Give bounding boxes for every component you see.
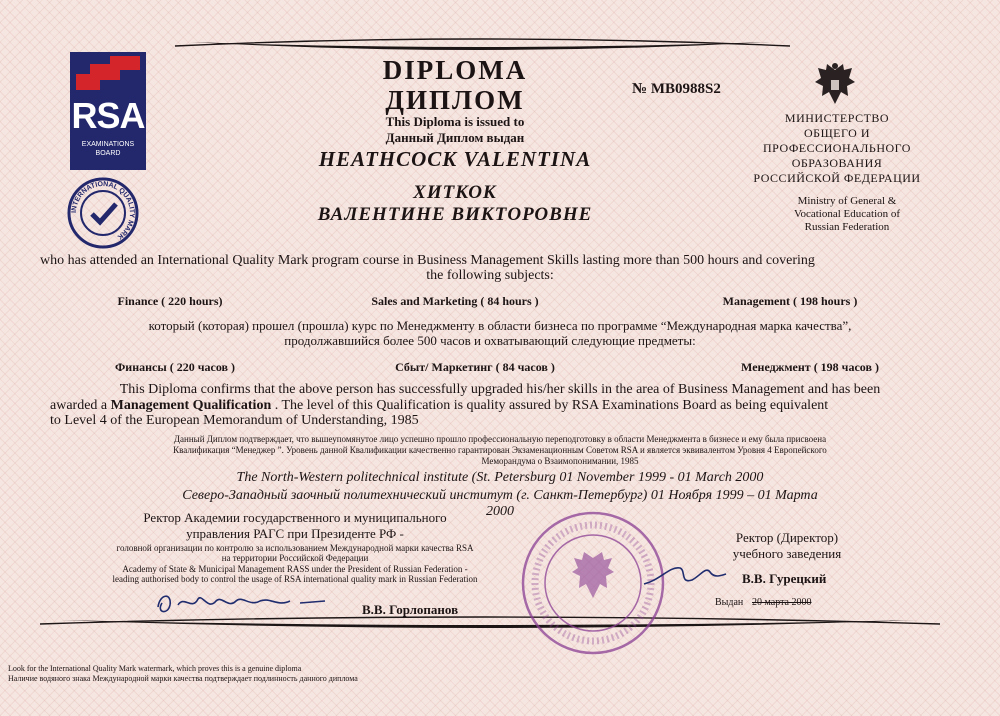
rsa-logo bbox=[70, 52, 146, 170]
confirm-en-line2-pre: awarded a bbox=[50, 398, 111, 413]
confirm-en-line1: This Diploma confirms that the above person has successfully upgraded his/her skills in the area of Business Management and has been bbox=[119, 382, 881, 397]
subject-ru-management: Менеджмент ( 198 часов ) bbox=[741, 360, 879, 374]
subject-en-management: Management ( 198 hours ) bbox=[722, 294, 858, 308]
title-ru: ДИПЛОМ bbox=[385, 85, 525, 115]
rsa-flag-icon bbox=[70, 52, 146, 96]
subject-ru-finance: Финансы ( 220 часов ) bbox=[114, 360, 235, 374]
ministry-ru-line: ПРОФЕССИОНАЛЬНОГО bbox=[763, 141, 911, 155]
diploma-number: № MB0988S2 bbox=[632, 81, 721, 97]
recipient-name-ru-given: ВАЛЕНТИНЕ ВИКТОРОВНЕ bbox=[317, 204, 593, 225]
signature-guretsky-icon bbox=[640, 560, 730, 590]
institute-en: The North-Western politechnical institute (St. Petersburg 01 November 1999 - 01 March 2000 bbox=[236, 470, 764, 485]
ministry-ru-line: МИНИСТЕРСТВО bbox=[784, 111, 890, 125]
recipient-name-en: HEATHCOCK VALENTINA bbox=[318, 147, 592, 171]
ministry-ru bbox=[742, 111, 932, 186]
issued-label: Выдан bbox=[715, 597, 744, 608]
issued-date: 20 марта 2000 bbox=[752, 597, 812, 608]
confirm-ru-line2: Квалификация “Менеджер ”. Уровень данной Квалификации качественно гарантирован Экзаменационным Советом RSA и является эквивалентом Уровня 4 Европейского bbox=[173, 445, 827, 455]
institute-ru: Северо-Западный заочный политехнический институт (г. Санкт-Петербург) 01 Ноября 1999 – 01 Марта 2000 bbox=[182, 488, 818, 519]
ministry-en bbox=[762, 195, 932, 234]
course-en-line1: who has attended an International Quality Mark program course in Business Management Skills lasting more than 500 hours and covering bbox=[40, 253, 815, 268]
academy-ru-line1: Ректор Академии государственного и муниципального bbox=[143, 510, 447, 525]
ministry-en-line: Russian Federation bbox=[804, 221, 890, 233]
issued-to-en: This Diploma is issued to bbox=[385, 114, 525, 129]
rector-title-line1: Ректор (Директор) bbox=[735, 530, 839, 545]
rsa-logo-subtitle: EXAMINATIONS BOARD bbox=[81, 141, 135, 157]
confirm-ru-line3: Меморандума о Взаимопонимании, 1985 bbox=[481, 456, 639, 466]
issued-to-ru: Данный Диплом выдан bbox=[385, 130, 525, 145]
qualification-name: Management Qualification bbox=[110, 398, 272, 413]
confirm-en-line2-post: . The level of this Qualification is quality assured by RSA Examinations Board as being equivalent bbox=[271, 398, 829, 413]
ministry-ru-line: РОССИЙСКОЙ ФЕДЕРАЦИИ bbox=[753, 171, 921, 185]
academy-en-small2: leading authorised body to control the usage of RSA international quality mark in Russian Federation bbox=[112, 574, 478, 584]
footer-ru: Наличие водяного знака Международной марки качества подтверждает подлинность данного диплома bbox=[8, 674, 358, 683]
academy-signer: В.В. Горлопанов bbox=[362, 602, 459, 617]
quality-mark-seal-icon bbox=[66, 176, 140, 250]
signature-gorlopanov-icon bbox=[150, 585, 350, 621]
confirm-en-line2 bbox=[50, 398, 990, 414]
ministry-en-line: Vocational Education of bbox=[793, 208, 901, 220]
course-en-line2: the following subjects: bbox=[426, 268, 554, 283]
seal-text: INTERNATIONAL QUALITY MARK bbox=[70, 180, 136, 241]
ministry-ru-line: ОБЩЕГО И bbox=[804, 126, 870, 140]
confirm-ru-line1: Данный Диплом подтверждает, что вышеупомянутое лицо успешно прошло профессиональную переподготовку в области Менеджмента в бизнесе и ему была присвоена bbox=[173, 434, 827, 444]
footer-en: Look for the International Quality Mark watermark, which proves this is a genuine diploma bbox=[8, 664, 302, 673]
recipient-name-ru-surname: ХИТКОК bbox=[413, 182, 497, 203]
course-ru-line1: который (которая) прошел (прошла) курс по Менеджменту в области бизнеса по программе “Международная марка качества”, bbox=[148, 318, 852, 333]
title-en: DIPLOMA bbox=[382, 55, 528, 85]
academy-ru-line2: управления РАГС при Президенте РФ - bbox=[186, 526, 404, 541]
subject-en-sales: Sales and Marketing ( 84 hours ) bbox=[371, 294, 539, 308]
ministry-ru-line: ОБРАЗОВАНИЯ bbox=[791, 156, 883, 170]
subject-en-finance: Finance ( 220 hours) bbox=[117, 294, 223, 308]
course-ru-line2: продолжавшийся более 500 часов и охватывающий следующие предметы: bbox=[284, 333, 696, 348]
rector-title-line2: учебного заведения bbox=[732, 546, 842, 561]
academy-ru-small1: головной организации по контролю за использованием Международной марки качества RSA bbox=[116, 543, 474, 553]
rector-signer: В.В. Гурецкий bbox=[742, 571, 827, 586]
academy-ru-small2: на территории Российской Федерации bbox=[221, 553, 369, 563]
academy-en-small1: Academy of State & Municipal Management RASS under the President of Russian Federation - bbox=[122, 564, 468, 574]
subject-ru-sales: Сбыт/ Маркетинг ( 84 часов ) bbox=[395, 360, 555, 374]
confirm-en-line3: to Level 4 of the European Memorandum of Understanding, 1985 bbox=[50, 413, 419, 428]
rsa-logo-text: RSA bbox=[71, 95, 145, 136]
ministry-en-line: Ministry of General & bbox=[797, 195, 897, 207]
russian-eagle-icon bbox=[812, 60, 858, 110]
